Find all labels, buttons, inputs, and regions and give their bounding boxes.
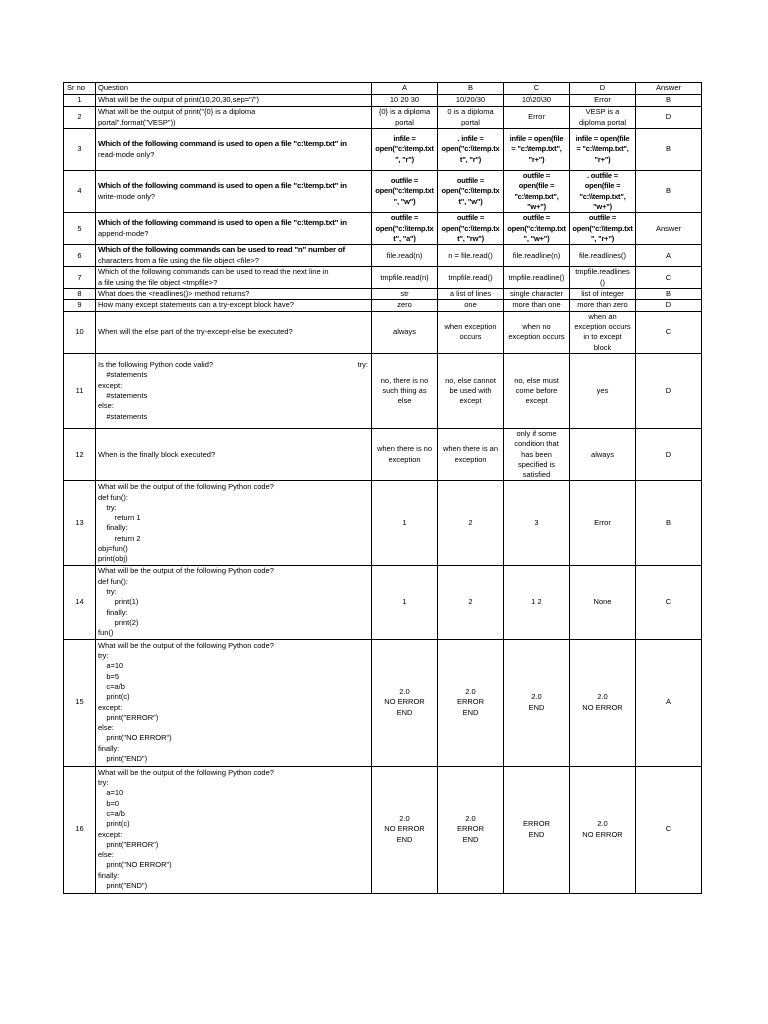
option-d-cell: [570, 639, 636, 766]
sr-no-cell: 11: [64, 353, 96, 428]
option-c-text: ERROR END: [522, 819, 551, 839]
option-c-cell: [504, 289, 570, 300]
question-heading: Which of the following command is used to open a file "c:\temp.txt" in: [98, 218, 347, 228]
option-c-text: Error: [528, 112, 545, 122]
question-line: #statements: [98, 411, 148, 421]
option-b-cell: [438, 95, 504, 107]
option-c-cell: [504, 213, 570, 245]
question-line: try:: [98, 502, 117, 512]
answer-cell: B: [636, 171, 702, 213]
question-line: finally:: [98, 870, 120, 880]
question-line: print(1): [98, 597, 139, 607]
option-a-cell: [372, 95, 438, 107]
option-b-text: . infile = open("c:\\temp.tx t", "r"): [441, 134, 500, 164]
option-a-text: 1: [402, 597, 407, 607]
question-line: return 1: [98, 513, 141, 523]
question-line: How many except statements can a try-except block have?: [98, 300, 294, 310]
option-d-cell: [570, 353, 636, 428]
option-b-text: 10/20/30: [455, 95, 486, 105]
question-line: Which of the following commands can be used to read the next line in: [98, 267, 329, 277]
option-a-cell: [372, 289, 438, 300]
question-heading: Which of the following commands can be used to read "n" number of: [98, 245, 345, 255]
header-option-d: D: [570, 83, 636, 95]
header-option-b: B: [438, 83, 504, 95]
option-b-cell: [438, 300, 504, 311]
option-c-text: no, else must come before except: [514, 375, 559, 406]
option-b-cell: [438, 639, 504, 766]
question-line: What will be the output of the following Python code?: [98, 482, 274, 492]
question-line: except:: [98, 829, 123, 839]
question-cell: [96, 639, 372, 766]
option-c-text: 1 2: [531, 597, 542, 607]
question-row: [64, 639, 702, 766]
question-line: print("ERROR"): [98, 712, 159, 722]
option-a-text: no, there is no such thing as else: [380, 375, 429, 406]
question-cell: [96, 129, 372, 171]
answer-cell: Answer: [636, 213, 702, 245]
question-cell: [96, 428, 372, 480]
question-line: else:: [98, 401, 114, 411]
answer-cell: A: [636, 639, 702, 766]
option-b-text: 2.0 ERROR END: [456, 687, 485, 717]
question-line: write-mode only?: [98, 191, 156, 201]
option-d-text: file.readlines(): [578, 250, 627, 260]
answer-cell: C: [636, 766, 702, 893]
question-row: [64, 481, 702, 566]
question-line: a=10: [98, 661, 124, 671]
option-d-text: when an exception occurs in to except block: [574, 311, 631, 352]
header-row: [64, 83, 702, 95]
sr-no-cell: 3: [64, 129, 96, 171]
answer-cell: B: [636, 289, 702, 300]
question-line: finally:: [98, 523, 128, 533]
question-line: print(c): [98, 819, 130, 829]
question-line: obj=fun(): [98, 544, 128, 554]
answer-cell: C: [636, 566, 702, 639]
question-row: [64, 171, 702, 213]
option-d-cell: [570, 95, 636, 107]
question-cell: [96, 311, 372, 353]
option-a-text: 1: [402, 518, 407, 528]
answer-cell: A: [636, 245, 702, 267]
question-line: What will be the output of print("{0} is a diploma: [98, 107, 256, 117]
sr-no-cell: 16: [64, 766, 96, 893]
option-d-text: 2.0 NO ERROR: [582, 692, 623, 712]
option-a-cell: [372, 428, 438, 480]
quiz-table-body: [64, 83, 702, 894]
sr-no-cell: 4: [64, 171, 96, 213]
option-a-cell: [372, 129, 438, 171]
question-line: print("END"): [98, 881, 148, 891]
sr-no-cell: 10: [64, 311, 96, 353]
option-d-cell: [570, 245, 636, 267]
option-a-text: zero: [397, 300, 412, 310]
option-d-text: infile = open(file = "c:\\temp.txt", "r+"): [575, 134, 630, 164]
option-b-cell: [438, 481, 504, 566]
header-option-a: A: [372, 83, 438, 95]
option-c-cell: [504, 300, 570, 311]
answer-cell: B: [636, 95, 702, 107]
answer-cell: D: [636, 353, 702, 428]
question-line: What does the <readlines()> method returns?: [98, 289, 250, 299]
question-cell: [96, 245, 372, 267]
option-a-text: when there is no exception: [376, 444, 433, 464]
option-b-text: tmpfile.read(): [448, 272, 493, 282]
option-c-cell: [504, 639, 570, 766]
option-d-text: more than zero: [577, 300, 628, 310]
option-a-cell: [372, 171, 438, 213]
option-c-cell: [504, 428, 570, 480]
question-line: fun(): [98, 628, 114, 638]
sr-no-cell: 14: [64, 566, 96, 639]
question-line: #statements: [98, 390, 148, 400]
option-d-cell: [570, 566, 636, 639]
option-c-cell: [504, 245, 570, 267]
question-row: [64, 289, 702, 300]
option-c-text: infile = open(file = "c:\temp.txt", "r+"): [509, 134, 564, 164]
option-c-cell: [504, 267, 570, 289]
sr-no-cell: 1: [64, 95, 96, 107]
sr-no-cell: 2: [64, 107, 96, 129]
option-c-cell: [504, 107, 570, 129]
question-line: def fun():: [98, 576, 129, 586]
question-line: finally:: [98, 607, 128, 617]
question-line: characters from a file using the file object <file>?: [98, 255, 259, 265]
header-answer: Answer: [636, 83, 702, 95]
option-d-text: outfile = open("c:\\temp.txt ", "r+"): [572, 213, 633, 243]
question-line: read-mode only?: [98, 149, 155, 159]
answer-cell: B: [636, 129, 702, 171]
option-d-cell: [570, 766, 636, 893]
option-c-text: only if some condition that has been specified is satisfied: [514, 428, 559, 480]
option-d-text: list of integer: [581, 289, 624, 299]
question-heading: Which of the following command is used to open a file "c:\temp.txt" in: [98, 181, 347, 191]
option-d-text: yes: [596, 385, 609, 395]
option-b-cell: [438, 171, 504, 213]
question-row: [64, 428, 702, 480]
option-c-cell: [504, 766, 570, 893]
question-cell: [96, 107, 372, 129]
sr-no-cell: 6: [64, 245, 96, 267]
sr-no-cell: 15: [64, 639, 96, 766]
question-cell: [96, 95, 372, 107]
option-d-text: always: [591, 449, 614, 459]
option-d-text: None: [593, 597, 612, 607]
question-row: [64, 267, 702, 289]
option-d-cell: [570, 129, 636, 171]
question-line: print("END"): [98, 754, 148, 764]
option-c-cell: [504, 311, 570, 353]
option-a-text: file.read(n): [386, 250, 423, 260]
question-try-keyword: try:: [357, 360, 368, 370]
question-line: finally:: [98, 743, 120, 753]
option-b-text: 2: [468, 518, 473, 528]
answer-cell: B: [636, 481, 702, 566]
question-cell: [96, 289, 372, 300]
option-d-cell: [570, 311, 636, 353]
question-line: What will be the output of the following Python code?: [98, 566, 274, 576]
option-d-cell: [570, 481, 636, 566]
option-c-text: 10\20\30: [521, 95, 552, 105]
question-line: c=a/b: [98, 681, 125, 691]
option-c-cell: [504, 566, 570, 639]
question-heading: Which of the following command is used to open a file "c:\temp.txt" in: [98, 139, 347, 149]
answer-cell: C: [636, 311, 702, 353]
question-line: print("NO ERROR"): [98, 733, 172, 743]
answer-cell: D: [636, 107, 702, 129]
option-b-text: outfile = open("c:\\temp.tx t", "rw"): [441, 213, 500, 243]
option-d-text: . outfile = open(file = "c:\\temp.txt", "w+"): [579, 171, 626, 211]
question-line: a=10: [98, 788, 124, 798]
option-a-text: outfile = open("c:\temp.txt ", "w"): [375, 176, 434, 206]
option-b-text: one: [464, 300, 477, 310]
header-question: Question: [96, 83, 372, 95]
option-a-text: infile = open("c:\temp.txt ", "r"): [375, 134, 434, 164]
option-c-text: 3: [534, 518, 539, 528]
question-row: [64, 300, 702, 311]
question-row: [64, 107, 702, 129]
sr-no-cell: 7: [64, 267, 96, 289]
question-line: print(c): [98, 692, 130, 702]
question-cell: [96, 766, 372, 893]
question-line: What will be the output of the following Python code?: [98, 640, 274, 650]
option-a-cell: [372, 267, 438, 289]
option-a-cell: [372, 213, 438, 245]
question-line: else:: [98, 723, 114, 733]
question-line: When is the finally block executed?: [98, 449, 216, 459]
option-a-text: 2.0 NO ERROR END: [384, 814, 425, 844]
option-a-cell: [372, 353, 438, 428]
question-line: except:: [98, 380, 123, 390]
option-b-cell: [438, 353, 504, 428]
option-d-cell: [570, 267, 636, 289]
question-line: When will the else part of the try-except-else be executed?: [98, 327, 293, 337]
option-c-cell: [504, 353, 570, 428]
quiz-table: [63, 82, 702, 894]
header-sr: Sr no: [64, 83, 96, 95]
option-c-cell: [504, 95, 570, 107]
option-d-text: 2.0 NO ERROR: [582, 819, 623, 839]
question-cell: [96, 481, 372, 566]
option-c-text: file.readline(n): [512, 250, 561, 260]
option-c-cell: [504, 129, 570, 171]
option-d-cell: [570, 107, 636, 129]
question-cell: [96, 353, 372, 428]
option-b-cell: [438, 267, 504, 289]
question-line: print("ERROR"): [98, 839, 159, 849]
question-row: [64, 95, 702, 107]
option-d-cell: [570, 171, 636, 213]
question-cell: [96, 267, 372, 289]
option-d-cell: [570, 428, 636, 480]
option-d-cell: [570, 289, 636, 300]
option-a-text: tmpfile.read(n): [380, 272, 429, 282]
option-b-text: 0 is a diploma portal: [447, 107, 494, 127]
question-cell: [96, 566, 372, 639]
question-cell: [96, 300, 372, 311]
option-a-cell: [372, 107, 438, 129]
question-line: b=5: [98, 671, 120, 681]
question-line: print("NO ERROR"): [98, 860, 172, 870]
option-b-cell: [438, 245, 504, 267]
option-a-cell: [372, 639, 438, 766]
option-b-text: 2.0 ERROR END: [456, 814, 485, 844]
option-a-text: outfile = open("c:\\temp.tx t", "a"): [375, 213, 434, 243]
question-row: [64, 766, 702, 893]
option-b-cell: [438, 289, 504, 300]
sr-no-cell: 12: [64, 428, 96, 480]
question-line: Is the following Python code valid? try:: [98, 360, 368, 370]
question-row: [64, 129, 702, 171]
option-a-cell: [372, 566, 438, 639]
question-line: def fun():: [98, 492, 129, 502]
question-line: b=0: [98, 798, 120, 808]
question-row: [64, 353, 702, 428]
option-c-text: more than one: [512, 300, 561, 310]
option-b-text: n = file.read(): [448, 250, 493, 260]
question-line: portal".format("VESP")): [98, 117, 176, 127]
option-d-text: Error: [594, 95, 611, 105]
option-a-text: 2.0 NO ERROR END: [384, 687, 425, 717]
option-b-text: when there is an exception: [442, 444, 499, 464]
option-c-cell: [504, 481, 570, 566]
question-line: try:: [98, 587, 117, 597]
option-c-text: tmpfile.readline(): [508, 272, 565, 282]
sr-no-cell: 9: [64, 300, 96, 311]
option-b-cell: [438, 107, 504, 129]
answer-cell: D: [636, 428, 702, 480]
question-line: append-mode?: [98, 228, 149, 238]
question-line: try:: [98, 651, 109, 661]
option-b-text: 2: [468, 597, 473, 607]
question-line: try:: [98, 778, 109, 788]
option-d-text: tmpfile.readlines (): [575, 267, 630, 287]
option-b-cell: [438, 129, 504, 171]
header-option-c: C: [504, 83, 570, 95]
option-a-text: 10 20 30: [389, 95, 420, 105]
question-line: except:: [98, 702, 123, 712]
option-b-text: no, else cannot be used with except: [445, 375, 496, 406]
option-d-text: Error: [594, 518, 611, 528]
option-c-text: outfile = open(file = "c:\temp.txt", "w+"): [514, 171, 559, 211]
option-d-cell: [570, 213, 636, 245]
option-a-text: str: [400, 289, 409, 299]
answer-cell: D: [636, 300, 702, 311]
option-d-cell: [570, 300, 636, 311]
sr-no-cell: 8: [64, 289, 96, 300]
option-a-text: always: [393, 327, 416, 337]
question-row: [64, 566, 702, 639]
answer-cell: C: [636, 267, 702, 289]
option-b-text: a list of lines: [449, 289, 492, 299]
option-a-cell: [372, 481, 438, 566]
option-b-cell: [438, 566, 504, 639]
option-c-text: 2.0 END: [528, 692, 545, 712]
option-b-cell: [438, 311, 504, 353]
option-b-text: outfile = open("c:\\temp.tx t", "w"): [441, 176, 500, 206]
option-a-text: {0} is a diploma portal: [378, 107, 431, 127]
question-line: print(2): [98, 617, 139, 627]
question-line: a file using the file object <tmpfile>?: [98, 277, 218, 287]
option-a-cell: [372, 311, 438, 353]
question-line: What will be the output of the following Python code?: [98, 767, 274, 777]
question-line: What will be the output of print(10,20,30,sep="/"): [98, 95, 260, 105]
option-b-cell: [438, 213, 504, 245]
option-c-text: when no exception occurs: [508, 322, 565, 342]
option-a-cell: [372, 766, 438, 893]
option-c-text: single character: [510, 289, 563, 299]
option-a-cell: [372, 245, 438, 267]
option-c-text: outfile = open("c:\temp.txt ", "w+"): [507, 213, 566, 243]
question-line: print(obj): [98, 554, 128, 564]
question-row: [64, 245, 702, 267]
question-line: else:: [98, 850, 114, 860]
option-b-cell: [438, 766, 504, 893]
question-cell: [96, 171, 372, 213]
question-line: #statements: [98, 370, 148, 380]
question-row: [64, 213, 702, 245]
sr-no-cell: 5: [64, 213, 96, 245]
sr-no-cell: 13: [64, 481, 96, 566]
option-b-text: when exception occurs: [444, 322, 497, 342]
option-d-text: VESP is a diploma portal: [578, 107, 627, 127]
option-b-cell: [438, 428, 504, 480]
question-cell: [96, 213, 372, 245]
option-a-cell: [372, 300, 438, 311]
question-row: [64, 311, 702, 353]
question-line: return 2: [98, 533, 141, 543]
option-c-cell: [504, 171, 570, 213]
question-line: c=a/b: [98, 808, 125, 818]
